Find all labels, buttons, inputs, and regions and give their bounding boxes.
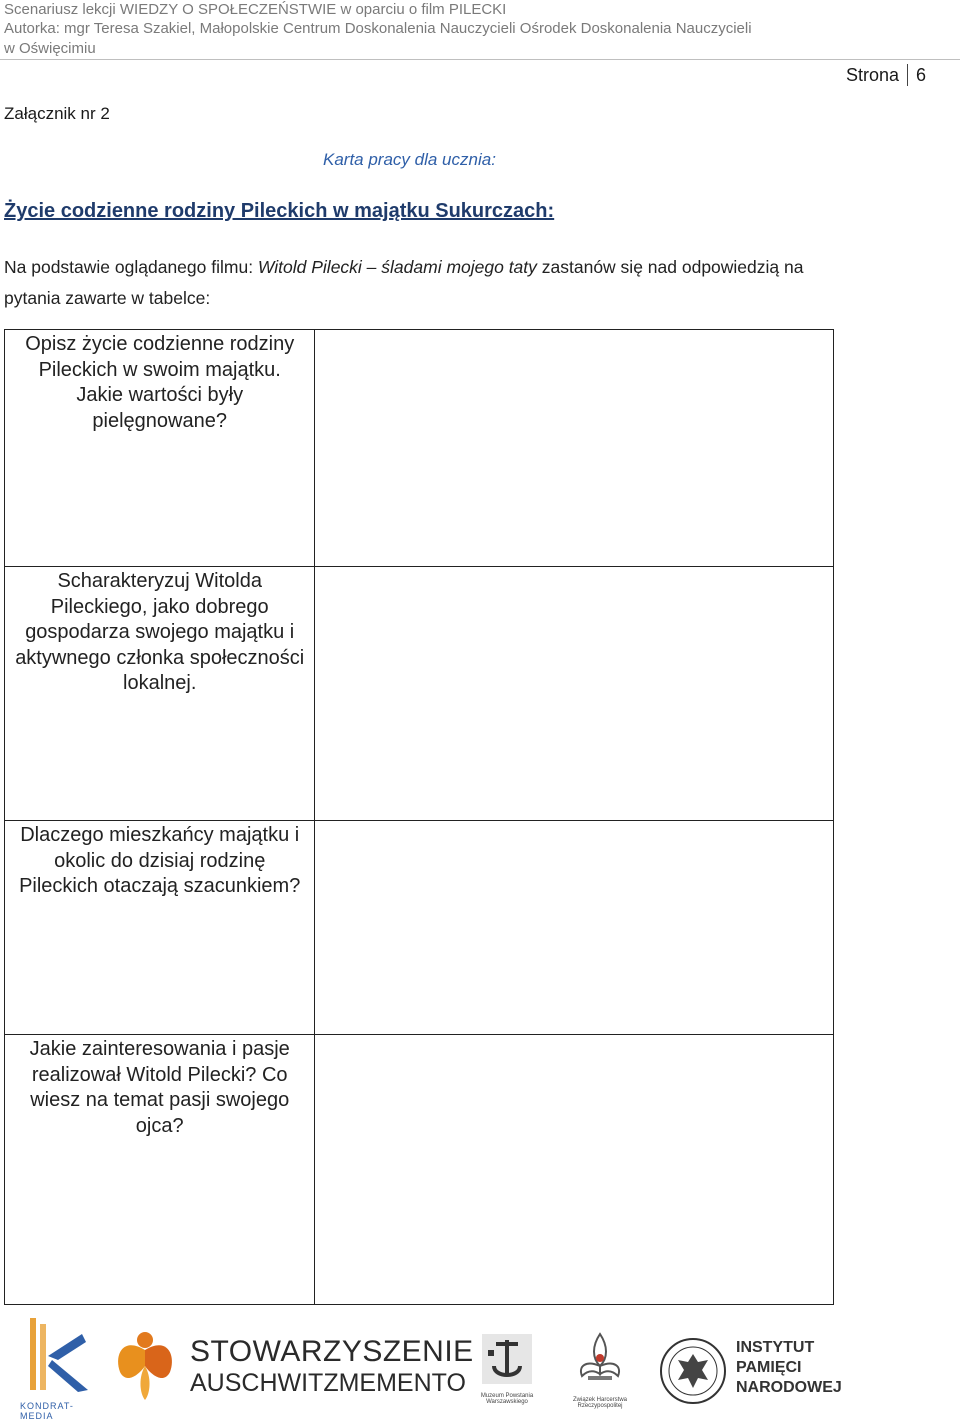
header-divider (0, 59, 960, 60)
muzeum-text: Muzeum Powstania Warszawskiego (480, 1393, 534, 1405)
worksheet-title: Życie codzienne rodziny Pileckich w majątku Sukurczach: (4, 200, 555, 222)
zhr-text: Związek Harcerstwa Rzeczypospolitej (572, 1397, 627, 1409)
instruction-paragraph (4, 252, 824, 314)
ipn-logo (658, 1336, 848, 1410)
worksheet-table (4, 329, 834, 1305)
eagle-seal-icon (658, 1336, 728, 1406)
kotwica-icon (474, 1330, 540, 1388)
answer-cell[interactable] (315, 821, 834, 1035)
page-label: Strona (845, 64, 899, 85)
answer-cell[interactable] (315, 1035, 834, 1305)
question-cell: Jakie zainteresowania i pasje realizował Witold Pilecki? Co wiesz na temat pasji swojego ojca? (5, 1035, 315, 1305)
attachment-label: Załącznik nr 2 (4, 104, 110, 123)
film-title: Witold Pilecki – śladami mojego taty (257, 257, 537, 277)
butterfly-icon (112, 1326, 178, 1402)
ipn-line-1: INSTYTUT (736, 1339, 815, 1356)
kondrat-media-text: KONDRAT-MEDIA (20, 1401, 74, 1421)
table-row (5, 567, 834, 821)
kondrat-k-icon (20, 1316, 100, 1396)
ipn-line-3: NARODOWEJ (736, 1379, 842, 1396)
instruction-suffix: zastanów się nad odpowiedzią na pytania zawarte w tabelce: (4, 257, 804, 308)
instruction-prefix: Na podstawie oglądanego filmu: (4, 257, 258, 277)
ipn-name (736, 1338, 842, 1398)
muzeum-powstania-logo (474, 1330, 540, 1410)
page-number-value: 6 (915, 64, 926, 85)
page-number (846, 64, 926, 86)
page-separator (907, 64, 908, 86)
table-row (5, 821, 834, 1035)
auschwitz-memento-text: AUSCHWITZMEMENTO (190, 1369, 466, 1397)
zhr-logo (562, 1330, 638, 1410)
question-cell: Dlaczego mieszkańcy majątku i okolic do dzisiaj rodzinę Pileckich otaczają szacunkiem? (5, 821, 315, 1035)
question-cell: Scharakteryzuj Witolda Pileckiego, jako dobrego gospodarza swojego majątku i aktywnego członka społeczności lokalnej. (5, 567, 315, 821)
header-line-3: w Oświęcimiu (4, 40, 96, 57)
answer-cell[interactable] (315, 330, 834, 567)
table-row (5, 1035, 834, 1305)
sponsor-logos (0, 1310, 960, 1421)
worksheet-subtitle: Karta pracy dla ucznia: (323, 150, 496, 169)
header-line-1: Scenariusz lekcji WIEDZY O SPOŁECZEŃSTWIE w oparciu o film PILECKI (4, 1, 507, 18)
lily-icon (562, 1330, 638, 1392)
answer-cell[interactable] (315, 567, 834, 821)
table-row (5, 330, 834, 567)
auschwitz-memento-logo (190, 1335, 474, 1402)
orange-figure-logo (112, 1326, 178, 1402)
ipn-line-2: PAMIĘCI (736, 1359, 802, 1376)
header-line-2: Autorka: mgr Teresa Szakiel, Małopolskie Centrum Doskonalenia Nauczycieli Ośrodek Doskonalenia Nauczycieli (4, 20, 752, 37)
stowarzyszenie-text: STOWARZYSZENIE (190, 1335, 474, 1368)
question-cell: Opisz życie codzienne rodziny Pileckich w swoim majątku. Jakie wartości były pielęgnowane? (5, 330, 315, 567)
kondrat-media-logo (20, 1316, 100, 1421)
